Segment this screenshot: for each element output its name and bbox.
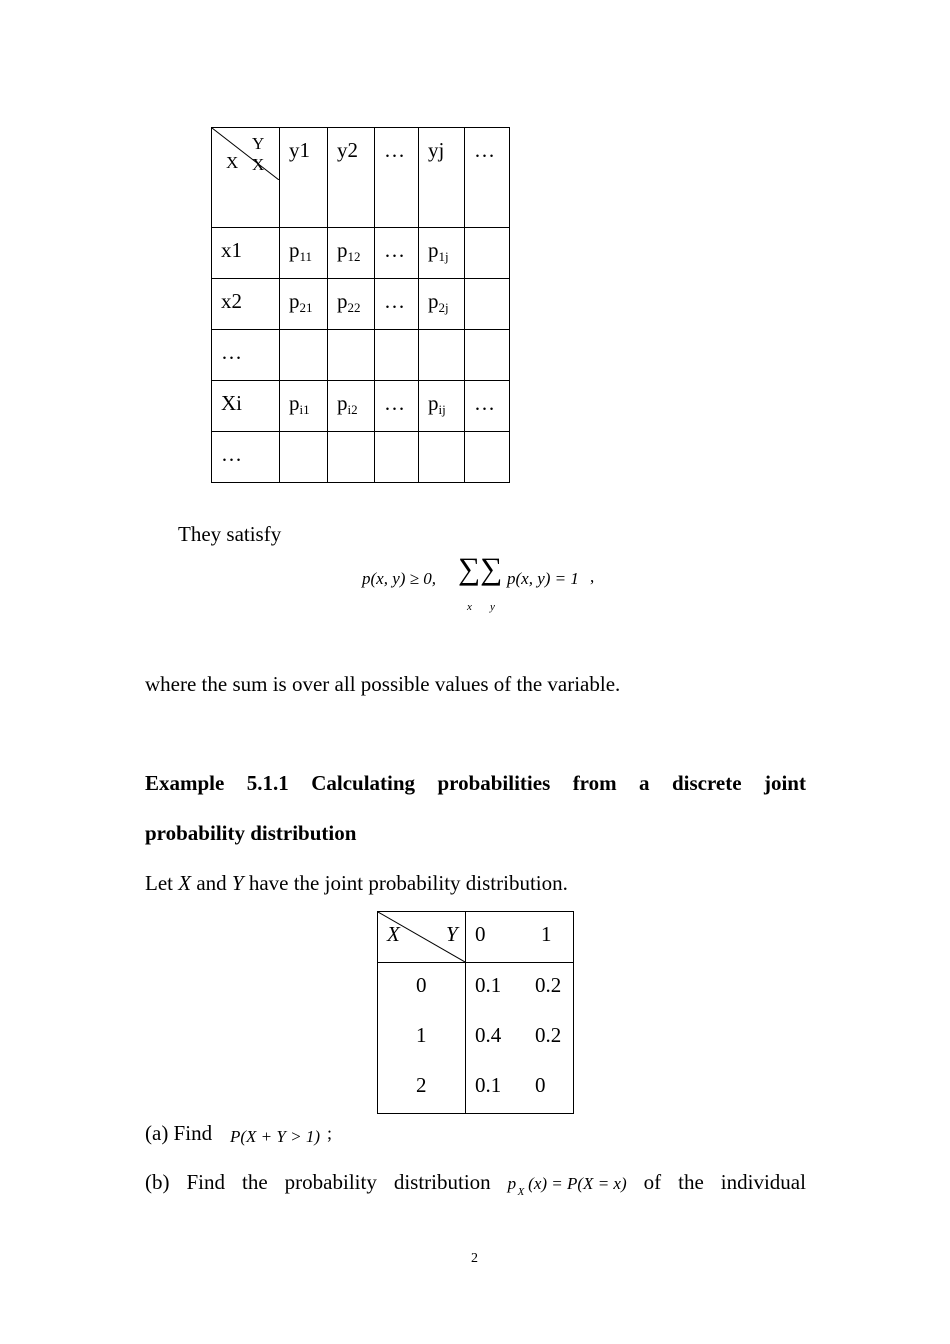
example-table-row [378, 963, 574, 1014]
example-corner-y: Y [446, 922, 458, 946]
let-statement: Let X and Y have the joint probability distribution. [145, 871, 568, 895]
table-cell [465, 432, 510, 483]
corner-top-label: Y [252, 134, 265, 153]
example-table-row [378, 1063, 574, 1114]
table-cell: … [375, 279, 419, 330]
table-cell: $p_{i1}$ [280, 381, 328, 432]
table-cell: $p_{21}$ [280, 279, 328, 330]
table-cell: … [375, 381, 419, 432]
table-cell: $p_{11}$ [280, 228, 328, 279]
part-b-math: p X (x) = P(X = x) [507, 1174, 627, 1198]
page-number: 2 [471, 1251, 478, 1266]
example-corner-cell [378, 912, 466, 963]
example-table-cell: 0 [535, 1073, 546, 1097]
table-row [212, 381, 510, 432]
table-cell: $p_{12}$ [328, 228, 375, 279]
table-cell: $p_{1j}$ [419, 228, 465, 279]
table-cell: $p_{i2}$ [328, 381, 375, 432]
table-cell [419, 432, 465, 483]
table-row [212, 432, 510, 483]
example-heading-line2: probability distribution [145, 821, 357, 845]
row-label: x2 [212, 279, 280, 330]
col-header: y1 [280, 128, 328, 228]
example-row-label: 0 [378, 963, 466, 1014]
table-cell: … [465, 381, 510, 432]
table-row [212, 330, 510, 381]
table-cell [465, 330, 510, 381]
corner-bottom-label: X [252, 155, 265, 174]
table-cell [419, 330, 465, 381]
example-row-label: 2 [378, 1063, 466, 1114]
corner-left-label: X [226, 153, 239, 172]
sum-subscript-y: y [490, 601, 495, 613]
formula-comma: , [590, 567, 595, 586]
row-label: … [212, 330, 280, 381]
table-cell [280, 330, 328, 381]
example-col-header: 1 [526, 912, 574, 963]
table-cell [280, 432, 328, 483]
example-table-cell: 0.4 [475, 1023, 502, 1047]
table-cell: $p_{ij}$ [419, 381, 465, 432]
table-cell [375, 330, 419, 381]
row-label: Xi [212, 381, 280, 432]
diagonal-line [212, 128, 279, 180]
table-row [212, 228, 510, 279]
they-satisfy-text: They satisfy [178, 522, 282, 546]
table-cell: … [375, 228, 419, 279]
col-header: … [375, 128, 419, 228]
part-b-line: (b) Find the probability distribution p X (x) = P(X = x) of the individual [145, 1170, 806, 1198]
table-cell [328, 432, 375, 483]
part-a-math: P(X + Y > 1) [230, 1127, 320, 1146]
part-a-label: (a) Find [145, 1121, 213, 1145]
formula-nonnegative: p(x, y) ≥ 0, [362, 569, 436, 588]
corner-cell [212, 128, 280, 228]
example-table-cell: 0.1 [475, 1073, 502, 1097]
general-joint-distribution-table [211, 127, 510, 483]
col-header: y2 [328, 128, 375, 228]
example-row-label: 1 [378, 1013, 466, 1063]
table-cell [465, 228, 510, 279]
formula-sum-equals-one: p(x, y) = 1 [507, 569, 579, 588]
table-row [212, 279, 510, 330]
sum-explanation-text: where the sum is over all possible values of the variable. [145, 672, 621, 696]
col-header: yj [419, 128, 465, 228]
table-cell [328, 330, 375, 381]
double-sum-sign: ∑∑ [458, 551, 503, 586]
table-cell: $p_{2j}$ [419, 279, 465, 330]
example-col-header: 0 [466, 912, 527, 963]
example-table-cell: 0.2 [535, 1023, 562, 1047]
part-a-semicolon: ; [327, 1123, 333, 1143]
row-label: x1 [212, 228, 280, 279]
col-header: … [465, 128, 510, 228]
table-cell [375, 432, 419, 483]
example-joint-distribution-table [377, 911, 574, 1114]
example-table-row [378, 1013, 574, 1063]
example-table-cell: 0.1 [475, 973, 502, 997]
table-cell: $p_{22}$ [328, 279, 375, 330]
sum-subscript-x: x [467, 601, 472, 613]
table-cell [465, 279, 510, 330]
example-heading-line1: Example 5.1.1 Calculating probabilities from a discrete joint [145, 771, 806, 795]
row-label: … [212, 432, 280, 483]
example-table-cell: 0.2 [535, 973, 562, 997]
example-corner-x: X [387, 922, 400, 946]
